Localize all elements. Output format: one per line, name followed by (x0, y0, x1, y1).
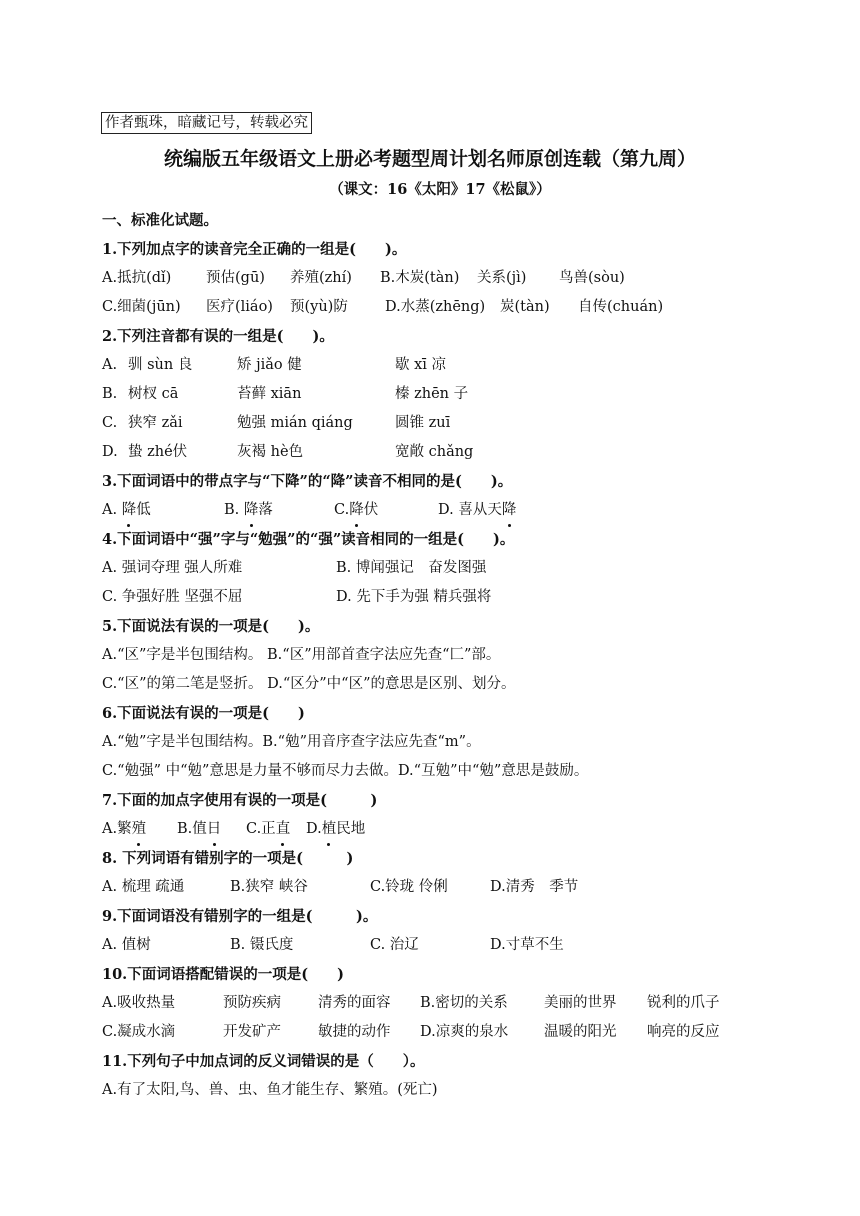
section-heading: 一、标准化试题。 (102, 212, 218, 229)
option-text: B.密切的关系 (420, 995, 508, 1011)
option-text: 自传(chuán) (578, 299, 664, 315)
question-4-options-row-1 (102, 554, 822, 583)
option-text: B. 镊氏度 (230, 937, 294, 953)
option-text: 歇 xī 凉 (395, 357, 447, 373)
page-subtitle: （课文：16《太阳》17《松鼠》） (329, 181, 551, 198)
option-text: C.凝成水滴 (102, 1024, 176, 1040)
question-4-stem: 4.下面词语中“强”字与“勉强”的“强”读音相同的一组是( )。 (102, 531, 515, 548)
option-text: B. 博闻强记 奋发图强 (336, 560, 487, 576)
option-text: C.正 (246, 821, 276, 837)
option-text: 温暖的阳光 (544, 1024, 617, 1040)
option-letter: D. (102, 444, 118, 460)
dotted-char: 日 (207, 815, 222, 844)
option-text: D.寸草不生 (490, 937, 564, 953)
option-text: B.值 (177, 821, 207, 837)
dotted-word: 繁殖 (353, 1082, 383, 1098)
option-text: 苔藓 xiān (237, 386, 302, 402)
option-text: 驯 sùn 良 (128, 357, 193, 373)
option-text: D. 先下手为强 精兵强将 (336, 589, 492, 605)
option-text: A.抵抗(dǐ) (102, 270, 172, 286)
question-8-stem: 8. 下列词语有错别字的一项是( ) (102, 850, 354, 867)
question-2-stem: 2.下列注音都有误的一组是( )。 (102, 328, 334, 345)
option-letter: C. (334, 502, 350, 518)
question-11-option-a (102, 1076, 822, 1105)
option-text: 蛰 zhé伏 (128, 444, 188, 460)
option-text: 预防疾病 (223, 995, 281, 1011)
question-5-options-row-2: C.“区”的第二笔是竖折。 D.“区分”中“区”的意思是区别、划分。 (102, 676, 516, 692)
option-text: 树杈 cā (128, 386, 179, 402)
option-text: C.铃珑 伶俐 (370, 879, 448, 895)
option-text: 炭(tàn) (500, 299, 550, 315)
question-2-row-b (102, 380, 822, 409)
option-text: 锐利的爪子 (647, 995, 720, 1011)
dotted-char: 直 (276, 815, 291, 844)
option-text: A. 梳理 疏通 (102, 879, 185, 895)
option-letter: A. (102, 502, 118, 518)
question-1-options-row-2 (102, 293, 822, 322)
option-text: 喜从天 (458, 502, 502, 518)
question-7-stem: 7.下面的加点字使用有误的一项是( ) (102, 792, 378, 809)
question-3-options (102, 496, 822, 525)
option-letter: B. (102, 386, 118, 402)
option-text: 医疗(liáo) (206, 299, 273, 315)
option-letter: C. (102, 415, 118, 431)
dotted-char: 降 (349, 496, 364, 525)
option-letter: D. (306, 821, 322, 837)
question-2-row-c (102, 409, 822, 438)
option-letter: D. (438, 502, 454, 518)
option-text: D.水蒸(zhēng) (385, 299, 486, 315)
option-text: 清秀的面容 (318, 995, 391, 1011)
question-6-options-row-1: A.“勉”字是半包围结构。B.“勉”用音序查字法应先查“m”。 (102, 734, 481, 750)
question-10-options-row-1 (102, 989, 822, 1018)
option-text: 响亮的反应 (647, 1024, 720, 1040)
option-text: 狭窄 zǎi (128, 415, 183, 431)
option-text: 预(yù)防 (290, 299, 348, 315)
copyright-notice: 作者甄珠，暗藏记号，转载必究 (101, 112, 312, 134)
dotted-char: 降 (244, 496, 259, 525)
option-text: 圆锥 zuī (395, 415, 451, 431)
option-text: 美丽的世界 (544, 995, 617, 1011)
question-5-options-row-1: A.“区”字是半包围结构。 B.“区”用部首查字法应先查“匚”部。 (102, 647, 501, 663)
option-text: 关系(jì) (477, 270, 527, 286)
question-3-stem: 3.下面词语中的带点字与“下降”的“降”读音不相同的是( )。 (102, 473, 513, 490)
option-text: C. 治辽 (370, 937, 419, 953)
question-8-options (102, 873, 822, 902)
option-text: D.清秀 季节 (490, 879, 579, 895)
question-2-row-d (102, 438, 822, 467)
option-text: C. 争强好胜 坚强不屈 (102, 589, 243, 605)
option-text: 敏捷的动作 (318, 1024, 391, 1040)
option-text: D.凉爽的泉水 (420, 1024, 509, 1040)
option-text: A.繁 (102, 821, 132, 837)
option-text: A.吸收热量 (102, 995, 176, 1011)
option-text: 鸟兽(sòu) (559, 270, 625, 286)
question-11-stem: 11.下列句子中加点词的反义词错误的是（ ）。 (102, 1053, 425, 1070)
question-7-options (102, 815, 822, 844)
question-5-stem: 5.下面说法有误的一项是( )。 (102, 618, 320, 635)
question-6-stem: 6.下面说法有误的一项是( ) (102, 705, 305, 722)
question-1-stem: 1.下列加点字的读音完全正确的一组是( )。 (102, 241, 407, 258)
option-text: 民地 (336, 821, 366, 837)
question-10-stem: 10.下面词语搭配错误的一项是( ) (102, 966, 344, 983)
option-text: A. 强词夺理 强人所难 (102, 560, 243, 576)
page-title: 统编版五年级语文上册必考题型周计划名师原创连载（第九周） (163, 148, 696, 170)
question-6-options-row-2: C.“勉强” 中“勉”意思是力量不够而尽力去做。D.“互勉”中“勉”意思是鼓励。 (102, 763, 589, 779)
option-letter: A. (102, 357, 118, 373)
option-text: 落 (258, 502, 273, 518)
question-9-options (102, 931, 822, 960)
question-1-options-row-1 (102, 264, 822, 293)
option-text: B.木炭(tàn) (380, 270, 460, 286)
option-text: 榛 zhēn 子 (395, 386, 469, 402)
question-2-row-a (102, 351, 822, 380)
option-text: 伏 (363, 502, 379, 518)
dotted-char: 殖 (132, 815, 147, 844)
option-text: 勉强 mián qiáng (237, 415, 353, 431)
option-text: 宽敞 chǎng (395, 444, 474, 460)
option-letter: B. (224, 502, 240, 518)
dotted-char: 植 (322, 815, 337, 844)
question-10-options-row-2 (102, 1018, 822, 1047)
option-text: C.细菌(jūn) (102, 299, 181, 315)
dotted-char: 降 (122, 496, 137, 525)
question-list (102, 206, 822, 1105)
option-text: A.有了太阳,鸟、兽、虫、鱼才能生存、 (102, 1082, 354, 1098)
question-4-options-row-2 (102, 583, 822, 612)
option-text: B.狭窄 峡谷 (230, 879, 308, 895)
option-text: 低 (136, 502, 151, 518)
option-text: 养殖(zhí) (290, 270, 352, 286)
option-text: 矫 jiǎo 健 (237, 357, 302, 373)
question-9-stem: 9.下面词语没有错别字的一组是( )。 (102, 908, 378, 925)
option-text: 开发矿产 (223, 1024, 281, 1040)
dotted-char: 降 (502, 496, 517, 525)
option-text: A. 值树 (102, 937, 151, 953)
option-text: 预估(gū) (206, 270, 265, 286)
option-text: 。(死亡) (382, 1082, 438, 1098)
option-text: 灰褐 hè色 (237, 444, 304, 460)
